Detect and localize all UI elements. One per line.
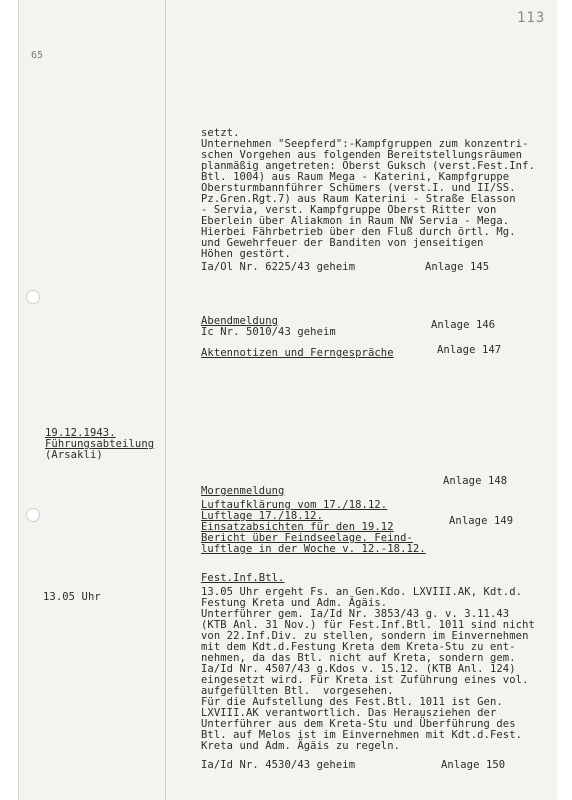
- fest-inf-btl-heading: Fest.Inf.Btl.: [201, 572, 285, 584]
- aktennotizen-heading: Aktennotizen und Ferngespräche: [201, 347, 394, 359]
- abendmeldung-heading: Abendmeldung: [201, 315, 279, 327]
- time-stamp: 13.05 Uhr: [43, 591, 101, 603]
- date: 19.12.1943.: [45, 427, 116, 439]
- text-line: LXVIII.AK verantwortlich. Das Herausziehen der: [201, 707, 497, 719]
- document-page: [18, 0, 557, 800]
- text-line: eingesetzt wird. Für Kreta ist Zuführung eines vol.: [201, 674, 529, 686]
- reference-number: Ia/Ol Nr. 6225/43 geheim: [201, 261, 356, 273]
- text-line: Höhen gestört.: [201, 248, 291, 260]
- punch-hole: [26, 508, 40, 522]
- text-line: Eberlein über Aliakmon in Raum NW Servia - Mega.: [201, 215, 510, 227]
- text-line: setzt.: [201, 127, 240, 139]
- text-line: mit dem Kdt.d.Festung Kreta dem Kreta-Stu zu ent-: [201, 641, 516, 653]
- text-line: Festung Kreta und Adm. Ägäis.: [201, 597, 388, 609]
- text-line: von 22.Inf.Div. zu stellen, sondern im Einvernehmen: [201, 630, 529, 642]
- text-line: Hierbei Fährbetrieb über den Fluß durch örtl. Mg.: [201, 226, 516, 238]
- text-line: Btl. auf Melos ist im Einvernehmen mit Kdt.d.Fest.: [201, 729, 523, 741]
- corner-mark: 65: [31, 50, 44, 61]
- luft-line: Luftlage 17./18.12.: [201, 510, 324, 522]
- text-line: Unterführer gem. Ia/Id Nr. 3853/43 g. v. 3.11.43: [201, 608, 510, 620]
- text-line: Unterführer aus dem Kreta-Stu und Überführung des: [201, 718, 516, 730]
- morgenmeldung-heading: Morgenmeldung: [201, 485, 285, 497]
- margin-line: [165, 0, 166, 800]
- text-line: Kreta und Adm. Ägäis zu regeln.: [201, 740, 401, 752]
- luft-line: luftlage in der Woche v. 12.-18.12.: [201, 543, 426, 555]
- text-line: aufgefüllten Btl. vorgesehen.: [201, 685, 394, 697]
- page-number: 113: [517, 10, 546, 26]
- text-line: planmäßig angetreten: Oberst Guksch (verst.Fest.Inf.: [201, 160, 535, 172]
- text-line: schen Vorgehen aus folgenden Bereitstellungsräumen: [201, 149, 523, 161]
- anlage-label: Anlage 147: [437, 344, 502, 356]
- text-line: 13.05 Uhr ergeht Fs. an Gen.Kdo. LXVIII.AK, Kdt.d.: [201, 586, 523, 598]
- page-edge: [0, 0, 18, 800]
- text-line: Unternehmen "Seepferd":-Kampfgruppen zum konzentri-: [201, 138, 529, 150]
- text-line: Für die Aufstellung des Fest.Btl. 1011 ist Gen.: [201, 696, 503, 708]
- anlage-label: Anlage 148: [443, 475, 508, 487]
- luft-line: Bericht über Feindseelage. Feind-: [201, 532, 413, 544]
- anlage-label: Anlage 145: [425, 261, 490, 273]
- text-line: Ia/Id Nr. 4507/43 g.Kdos v. 15.12. (KTB Anl. 124): [201, 663, 516, 675]
- location: (Arsakli): [45, 449, 103, 461]
- reference-number: Ia/Id Nr. 4530/43 geheim: [201, 759, 356, 771]
- text-line: Pz.Gren.Rgt.7) aus Raum Katerini - Straße Elasson: [201, 193, 516, 205]
- text-line: Obersturmbannführer Schümers (verst.I. und II/SS.: [201, 182, 516, 194]
- reference-number: Ic Nr. 5010/43 geheim: [201, 326, 336, 338]
- text-line: - Servia, verst. Kampfgruppe Oberst Ritter von: [201, 204, 497, 216]
- punch-hole: [26, 290, 40, 304]
- luft-line: Einsatzabsichten für den 19.12: [201, 521, 394, 533]
- text-line: nehmen, da das Btl. nicht auf Kreta, sondern gem.: [201, 652, 516, 664]
- unit-name: Führungsabteilung: [45, 438, 155, 450]
- text-line: Btl. 1004) aus Raum Mega - Katerini, Kampfgruppe: [201, 171, 510, 183]
- anlage-label: Anlage 146: [431, 319, 496, 331]
- text-line: und Gewehrfeuer der Banditen von jenseitigen: [201, 237, 484, 249]
- anlage-label: Anlage 150: [441, 759, 506, 771]
- anlage-label: Anlage 149: [449, 515, 514, 527]
- luft-line: Luftaufklärung vom 17./18.12.: [201, 499, 388, 511]
- text-line: (KTB Anl. 31 Nov.) für Fest.Inf.Btl. 1011 sind nicht: [201, 619, 535, 631]
